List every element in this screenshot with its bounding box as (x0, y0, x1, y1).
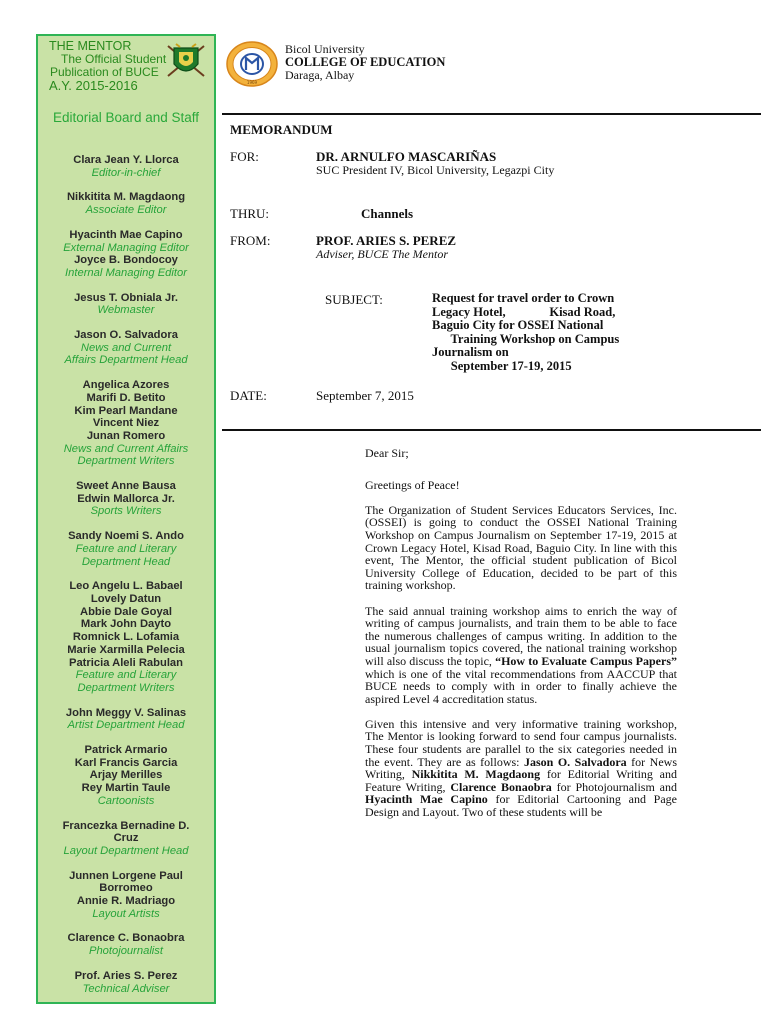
staff-name: Arjay Merilles (89, 769, 163, 782)
staff-name: Junnen Lorgene Paul (69, 869, 183, 882)
subject-label: SUBJECT: (325, 292, 383, 307)
college-name: COLLEGE OF EDUCATION (285, 55, 446, 69)
university-name: Bicol University (285, 42, 365, 56)
staff-role: Associate Editor (85, 204, 167, 217)
staff-name: Clara Jean Y. Llorca (73, 154, 179, 166)
college-seal-logo (225, 40, 279, 88)
staff-group (38, 154, 214, 179)
staff-role: Webmaster (97, 304, 155, 317)
staff-group (38, 292, 214, 317)
from-label: FROM: (230, 233, 271, 248)
university-location: Daraga, Albay (285, 68, 355, 82)
staff-name: Cruz (113, 832, 139, 845)
staff-role: Layout Department Head (63, 844, 189, 857)
staff-name: Romnick L. Lofamia (72, 631, 180, 644)
from-name: PROF. ARIES S. PEREZ (316, 233, 457, 248)
staff-role: News and Current (80, 341, 172, 354)
for-label: FOR: (230, 149, 259, 164)
staff-group (38, 229, 214, 280)
header-divider (222, 113, 761, 115)
subject-line: September 17-19, 2015 (432, 358, 572, 373)
salutation: Dear Sir; (365, 446, 409, 460)
staff-name: Francezka Bernadine D. (62, 819, 190, 832)
staff-name: Lovely Datun (90, 592, 162, 605)
staff-name: Annie R. Madriago (76, 895, 176, 908)
for-name: DR. ARNULFO MASCARIÑAS (316, 149, 497, 164)
memo-divider (222, 429, 761, 431)
subject-text (432, 292, 676, 374)
paragraph-1: The Organization of Student Services Educators Services, Inc. (OSSEI) is going to conduct the OSSEI National Training Workshop on Campus Journalism on September 17-19, 2015 at Crown Legacy Hotel, Kisad Road, Baguio City. In line with this event, The Mentor, the official student publication of Bicol University College of Education, decided to be part of this training workshop. (365, 502, 677, 593)
staff-role: Affairs Department Head (64, 354, 188, 367)
staff-role: Internal Managing Editor (65, 266, 187, 279)
staff-role: Technical Adviser (82, 982, 170, 995)
university-block (285, 43, 445, 82)
staff-group (38, 707, 214, 732)
staff-group (38, 820, 214, 858)
staff-group (38, 580, 214, 694)
editorial-sidebar (36, 34, 216, 1004)
staff-role: Artist Department Head (67, 719, 185, 732)
masthead-year: A.Y. 2015-2016 (49, 78, 138, 93)
masthead-title: THE MENTOR (49, 39, 132, 53)
subject-line: Journalism on (432, 345, 509, 360)
staff-name: Jason O. Salvadora (74, 329, 178, 342)
subject-line: Legacy Hotel, Kisad Road, (432, 304, 616, 319)
for-title: SUC President IV, Bicol University, Legazpi City (316, 163, 555, 177)
staff-role: Editor-in-chief (91, 166, 161, 179)
staff-name: Nikkitita M. Magdaong (66, 191, 186, 204)
staff-name: Hyacinth Mae Capino (69, 228, 183, 241)
subject-line: Request for travel order to Crown (432, 291, 615, 305)
staff-group (38, 480, 214, 518)
staff-name: Jesus T. Obniala Jr. (74, 291, 178, 304)
staff-role: Layout Artists (92, 907, 160, 920)
staff-name: Abbie Dale Goyal (79, 605, 172, 618)
staff-name: Junan Romero (86, 429, 166, 442)
from-title: Adviser, BUCE The Mentor (316, 247, 448, 261)
staff-group (38, 329, 214, 367)
staff-group (38, 530, 214, 568)
staff-group (38, 970, 214, 995)
staff-name: Angelica Azores (82, 379, 170, 392)
thru-value: Channels (361, 206, 414, 221)
staff-role: Department Head (81, 555, 171, 568)
staff-role: News and Current Affairs (63, 442, 189, 455)
paragraph-3: Given this intensive and very informative training workshop, The Mentor is looking forward to send four campus journalists. These four students are parallel to the six categories needed in the event. They are as follows: Jason O. Salvadora for News Writing, Nikkitita M. Magdaong for Editorial Writing and Feature Writing, Clarence Bonaobra for Photojournalism and Hyacinth Mae Capino for Editorial Cartooning and Page Design and Layout. Two of these students will be (365, 716, 678, 820)
date-value: September 7, 2015 (316, 388, 414, 403)
staff-name: Patricia Aleli Rabulan (69, 656, 183, 669)
staff-name: Marifi D. Betito (86, 391, 166, 404)
staff-role: Department Writers (77, 455, 175, 468)
staff-role: Photojournalist (88, 945, 163, 958)
paragraph-2: The said annual training workshop aims to enrich the way of writing of campus journalists, and train them to be able to face the numerous challenges of campus writing. In addition to the usual journalism topics covered, the national training workshop will also discuss the topic, “How to Evaluate Campus Papers” which is one of the vital recommendations from AACCUP that BUCE needs to comply with in order to finally achieve the aspired Level 4 accreditation status. (365, 603, 677, 706)
staff-name: John Meggy V. Salinas (65, 706, 187, 719)
staff-name: Karl Francis Garcia (74, 756, 178, 769)
staff-name: Clarence C. Bonaobra (67, 932, 185, 945)
staff-group (38, 744, 214, 808)
staff-role: Sports Writers (90, 505, 162, 518)
masthead-subtitle: The Official Student (61, 52, 167, 66)
staff-group (38, 191, 214, 216)
staff-role: External Managing Editor (63, 241, 189, 254)
masthead (38, 36, 214, 98)
memo-title: MEMORANDUM (230, 122, 333, 137)
subject-line: Training Workshop on Campus (432, 331, 620, 346)
staff-name: Patrick Armario (84, 744, 168, 757)
masthead-publisher: Publication of BUCE (50, 65, 159, 79)
subject-line: Baguio City for OSSEI National (432, 318, 604, 333)
mentor-crest-logo (164, 38, 208, 82)
staff-name: Leo Angelu L. Babael (69, 580, 183, 593)
greeting: Greetings of Peace! (365, 477, 460, 492)
staff-group (38, 379, 214, 468)
staff-name: Edwin Mallorca Jr. (77, 492, 175, 505)
staff-group (38, 932, 214, 957)
staff-group (38, 870, 214, 921)
staff-name: Mark John Dayto (80, 618, 172, 631)
staff-role: Feature and Literary (75, 669, 177, 682)
staff-list (38, 154, 214, 1007)
staff-role: Feature and Literary (75, 542, 177, 555)
staff-role: Department Writers (77, 681, 175, 694)
staff-name: Marie Xarmilla Pelecia (67, 643, 185, 656)
staff-name: Joyce B. Bondocoy (74, 254, 178, 267)
editorial-board-title: Editorial Board and Staff (52, 110, 200, 125)
date-label: DATE: (230, 388, 267, 403)
staff-name: Borromeo (99, 882, 153, 895)
staff-name: Vincent Niez (92, 417, 160, 430)
staff-role: Cartoonists (97, 794, 155, 807)
staff-name: Rey Martin Taule (81, 782, 171, 795)
staff-name: Sandy Noemi S. Ando (68, 530, 184, 543)
letter-body (365, 447, 677, 831)
staff-name: Prof. Aries S. Perez (74, 969, 178, 982)
svg-text:1969: 1969 (246, 80, 258, 85)
thru-label: THRU: (230, 206, 269, 221)
staff-name: Sweet Anne Bausa (76, 480, 176, 493)
staff-name: Kim Pearl Mandane (74, 404, 178, 417)
